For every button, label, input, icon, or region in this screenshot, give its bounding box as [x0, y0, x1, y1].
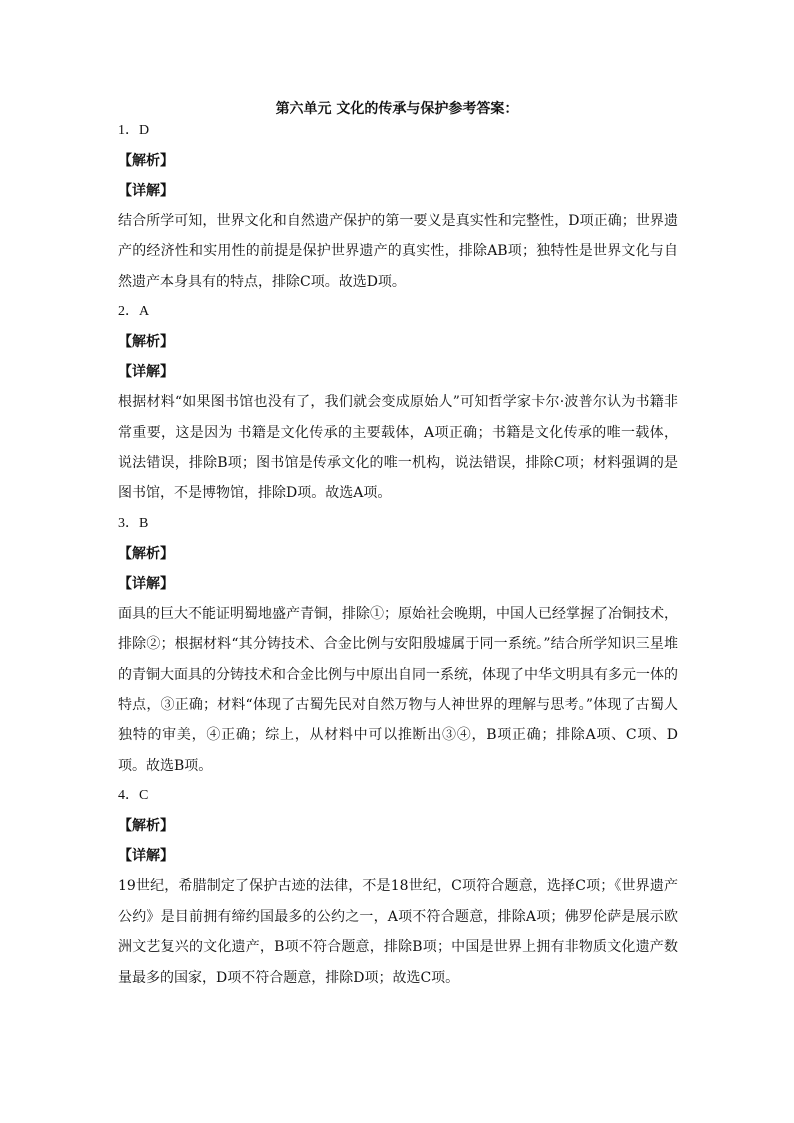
detail-label: 【详解】 [118, 183, 174, 199]
question-number: 1．D [118, 123, 150, 138]
answer-explanation: 面具的巨大不能证明蜀地盛产青铜，排除①；原始社会晚期，中国人已经掌握了冶铜技术，排除②；根据材料“其分铸技术、合金比例与安阳殷墟属于同一系统。”结合所学知识三星堆的青铜大面具的分铸技术和合金比例与中原出自同一系统，体现了中华文明具有多元一体的特点，③正确；材料“体现了古蜀先民对自然万物与人神世界的理解与思考。”体现了古蜀人独特的审美，④正确；综上，从材料中可以推断出③④，B项正确；排除A项、C项、D项。故选B项。 [118, 605, 678, 774]
detail-label: 【详解】 [118, 364, 174, 381]
answer-explanation: 19世纪，希腊制定了保护古迹的法律，不是18世纪，C项符合题意，选择C项；《世界遗产公约》是目前拥有缔约国最多的公约之一，A项不符合题意，排除A项；佛罗伦萨是展示欧洲文艺复兴的文化遗产，B项不符合题意，排除B项；中国是世界上拥有非物质文化遗产数量最多的国家，D项不符合题意，排除D项；故选C项。 [118, 878, 678, 986]
question-number: 4．C [118, 788, 149, 804]
question-number: 3．B [118, 515, 149, 531]
answer-item-1 [118, 121, 678, 297]
detail-label: 【详解】 [118, 575, 174, 592]
answer-item-3 [118, 514, 678, 781]
answer-explanation: 结合所学可知，世界文化和自然遗产保护的第一要义是真实性和完整性，D项正确；世界遗产的经济性和实用性的前提是保护世界遗产的真实性，排除AB项；独特性是世界文化与自然遗产本身具有的特点，排除C项。故选D项。 [118, 213, 678, 290]
analysis-label: 【解析】 [118, 153, 174, 169]
answer-item-4 [118, 786, 678, 993]
analysis-label: 【解析】 [118, 545, 174, 562]
question-number: 2．A [118, 304, 150, 320]
analysis-label: 【解析】 [118, 818, 174, 835]
answer-item-2 [118, 302, 678, 509]
analysis-label: 【解析】 [118, 334, 174, 351]
detail-label: 【详解】 [118, 848, 174, 865]
answer-list [118, 121, 678, 998]
answer-explanation: 根据材料“如果图书馆也没有了，我们就会变成原始人”可知哲学家卡尔·波普尔认为书籍非常重要，这是因为 书籍是文化传承的主要载体，A项正确；书籍是文化传承的唯一载体，说法错误，排除B项；图书馆是传承文化的唯一机构，说法错误，排除C项；材料强调的是图书馆，不是博物馆，排除D项。故选A项。 [118, 394, 678, 502]
page-title: 第六单元 文化的传承与保护参考答案： [275, 101, 519, 117]
